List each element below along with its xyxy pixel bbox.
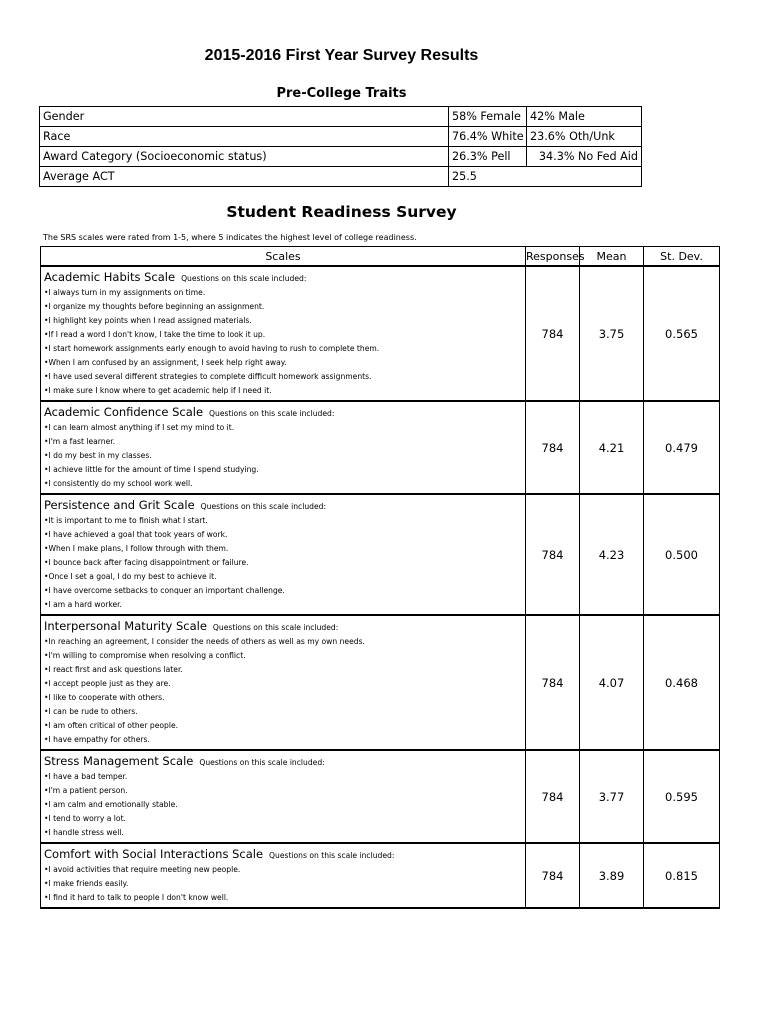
trait-value: 42% Male — [527, 107, 642, 127]
scale-note: Questions on this scale included: — [269, 851, 395, 860]
scale-name: Academic Habits Scale — [44, 270, 176, 284]
scale-name: Comfort with Social Interactions Scale — [44, 847, 264, 861]
trait-value: 34.3% No Fed Aid — [527, 147, 642, 167]
trait-value: 26.3% Pell — [449, 147, 527, 167]
scale-question-list — [44, 421, 522, 491]
scale-question-list — [44, 863, 522, 905]
traits-row — [40, 107, 642, 127]
scale-description-cell — [41, 750, 526, 843]
scale-question-item: •I react first and ask questions later. — [44, 665, 183, 674]
scale-question-item: •I always turn in my assignments on time. — [44, 288, 206, 297]
scale-question-item: •I make sure I know where to get academic help if I need it. — [44, 386, 272, 395]
column-header-scales: Scales — [41, 247, 526, 267]
mean-value: 3.89 — [580, 843, 644, 908]
scale-question-item: •I can learn almost anything if I set my mind to it. — [44, 423, 235, 432]
scale-name: Interpersonal Maturity Scale — [44, 619, 207, 633]
scale-heading — [44, 268, 522, 286]
traits-row — [40, 127, 642, 147]
scale-note: Questions on this scale included: — [209, 409, 335, 418]
scale-question-item: •It is important to me to finish what I start. — [44, 516, 208, 525]
scale-description-cell — [41, 401, 526, 494]
sd-value: 0.815 — [644, 843, 720, 908]
scale-note: Questions on this scale included: — [199, 758, 325, 767]
scale-heading — [44, 752, 522, 770]
scale-question-item: •I do my best in my classes. — [44, 451, 152, 460]
scale-question-item: •I am a hard worker. — [44, 600, 122, 609]
mean-value: 3.75 — [580, 266, 644, 401]
scale-note: Questions on this scale included: — [181, 274, 307, 283]
scale-name: Persistence and Grit Scale — [44, 498, 195, 512]
srs-table — [40, 246, 720, 909]
trait-label: Gender — [40, 107, 449, 127]
responses-value: 784 — [526, 615, 580, 750]
scale-question-item: •I have a bad temper. — [44, 772, 128, 781]
sd-value: 0.595 — [644, 750, 720, 843]
scale-question-item: •I'm a fast learner. — [44, 437, 116, 446]
scale-row — [41, 494, 720, 615]
scale-question-item: •I start homework assignments early enough to avoid having to rush to complete them. — [44, 344, 380, 353]
scale-question-list — [44, 286, 522, 398]
scale-question-item: •Once I set a goal, I do my best to achieve it. — [44, 572, 217, 581]
scale-question-item: •When I make plans, I follow through with them. — [44, 544, 229, 553]
scale-question-item: •I achieve little for the amount of time I spend studying. — [44, 465, 259, 474]
scale-question-item: •I organize my thoughts before beginning an assignment. — [44, 302, 265, 311]
scale-question-list — [44, 635, 522, 747]
scale-note: Questions on this scale included: — [200, 502, 327, 511]
scale-question-item: •I avoid activities that require meeting new people. — [44, 865, 241, 874]
traits-row — [40, 147, 642, 167]
column-header-responses: Responses — [526, 247, 580, 267]
scale-row — [41, 843, 720, 908]
scale-question-item: •I'm willing to compromise when resolving a conflict. — [44, 651, 246, 660]
trait-value: 23.6% Oth/Unk — [527, 127, 642, 147]
scale-question-item: •When I am confused by an assignment, I seek help right away. — [44, 358, 287, 367]
responses-value: 784 — [526, 843, 580, 908]
scale-question-item: •I highlight key points when I read assigned materials. — [44, 316, 252, 325]
scale-note: Questions on this scale included: — [212, 623, 339, 632]
sd-value: 0.500 — [644, 494, 720, 615]
trait-value: 58% Female — [449, 107, 527, 127]
responses-value: 784 — [526, 266, 580, 401]
sd-value: 0.479 — [644, 401, 720, 494]
scale-question-item: •I am calm and emotionally stable. — [44, 800, 178, 809]
scale-row — [41, 750, 720, 843]
column-header-sd: St. Dev. — [644, 247, 720, 267]
scale-question-list — [44, 514, 522, 612]
scale-question-item: •I have empathy for others. — [44, 735, 150, 744]
scale-row — [41, 615, 720, 750]
srs-title: Student Readiness Survey — [226, 203, 457, 221]
scale-question-list — [44, 770, 522, 840]
scale-question-item: •I tend to worry a lot. — [44, 814, 126, 823]
scale-heading — [44, 617, 522, 635]
scale-question-item: •In reaching an agreement, I consider the needs of others as well as my own needs. — [44, 637, 365, 646]
srs-note: The SRS scales were rated from 1-5, where 5 indicates the highest level of college readiness. — [43, 233, 417, 242]
scale-description-cell — [41, 843, 526, 908]
trait-value: 76.4% White — [449, 127, 527, 147]
scale-heading — [44, 496, 522, 514]
srs-header-row — [41, 247, 720, 267]
mean-value: 4.21 — [580, 401, 644, 494]
scale-question-item: •I have overcome setbacks to conquer an important challenge. — [44, 586, 285, 595]
scale-description-cell — [41, 494, 526, 615]
scale-question-item: •I bounce back after facing disappointment or failure. — [44, 558, 249, 567]
scale-question-item: •I make friends easily. — [44, 879, 129, 888]
trait-label: Race — [40, 127, 449, 147]
scale-question-item: •I handle stress well. — [44, 828, 124, 837]
scale-question-item: •I'm a patient person. — [44, 786, 128, 795]
scale-description-cell — [41, 266, 526, 401]
scale-question-item: •I am often critical of other people. — [44, 721, 179, 730]
responses-value: 784 — [526, 750, 580, 843]
mean-value: 3.77 — [580, 750, 644, 843]
scale-question-item: •I can be rude to others. — [44, 707, 138, 716]
responses-value: 784 — [526, 401, 580, 494]
scale-question-item: •I have achieved a goal that took years of work. — [44, 530, 228, 539]
scale-row — [41, 266, 720, 401]
scale-question-item: •If I read a word I don't know, I take the time to look it up. — [44, 330, 266, 339]
scale-question-item: •I consistently do my school work well. — [44, 479, 193, 488]
sd-value: 0.565 — [644, 266, 720, 401]
scale-description-cell — [41, 615, 526, 750]
scale-question-item: •I have used several different strategies to complete difficult homework assignments. — [44, 372, 372, 381]
trait-label: Award Category (Socioeconomic status) — [40, 147, 449, 167]
page-title: 2015-2016 First Year Survey Results — [204, 47, 479, 64]
scale-question-item: •I find it hard to talk to people I don't know well. — [44, 893, 229, 902]
scale-row — [41, 401, 720, 494]
pre-college-traits-table — [39, 106, 642, 187]
mean-value: 4.07 — [580, 615, 644, 750]
scale-name: Academic Confidence Scale — [44, 405, 204, 419]
traits-title: Pre-College Traits — [276, 86, 407, 101]
scale-question-item: •I like to cooperate with others. — [44, 693, 165, 702]
scale-question-item: •I accept people just as they are. — [44, 679, 171, 688]
scale-name: Stress Management Scale — [44, 754, 194, 768]
scale-heading — [44, 845, 522, 863]
traits-row — [40, 167, 642, 187]
column-header-mean: Mean — [580, 247, 644, 267]
sd-value: 0.468 — [644, 615, 720, 750]
trait-value: 25.5 — [449, 167, 642, 187]
trait-label: Average ACT — [40, 167, 449, 187]
scale-heading — [44, 403, 522, 421]
mean-value: 4.23 — [580, 494, 644, 615]
responses-value: 784 — [526, 494, 580, 615]
